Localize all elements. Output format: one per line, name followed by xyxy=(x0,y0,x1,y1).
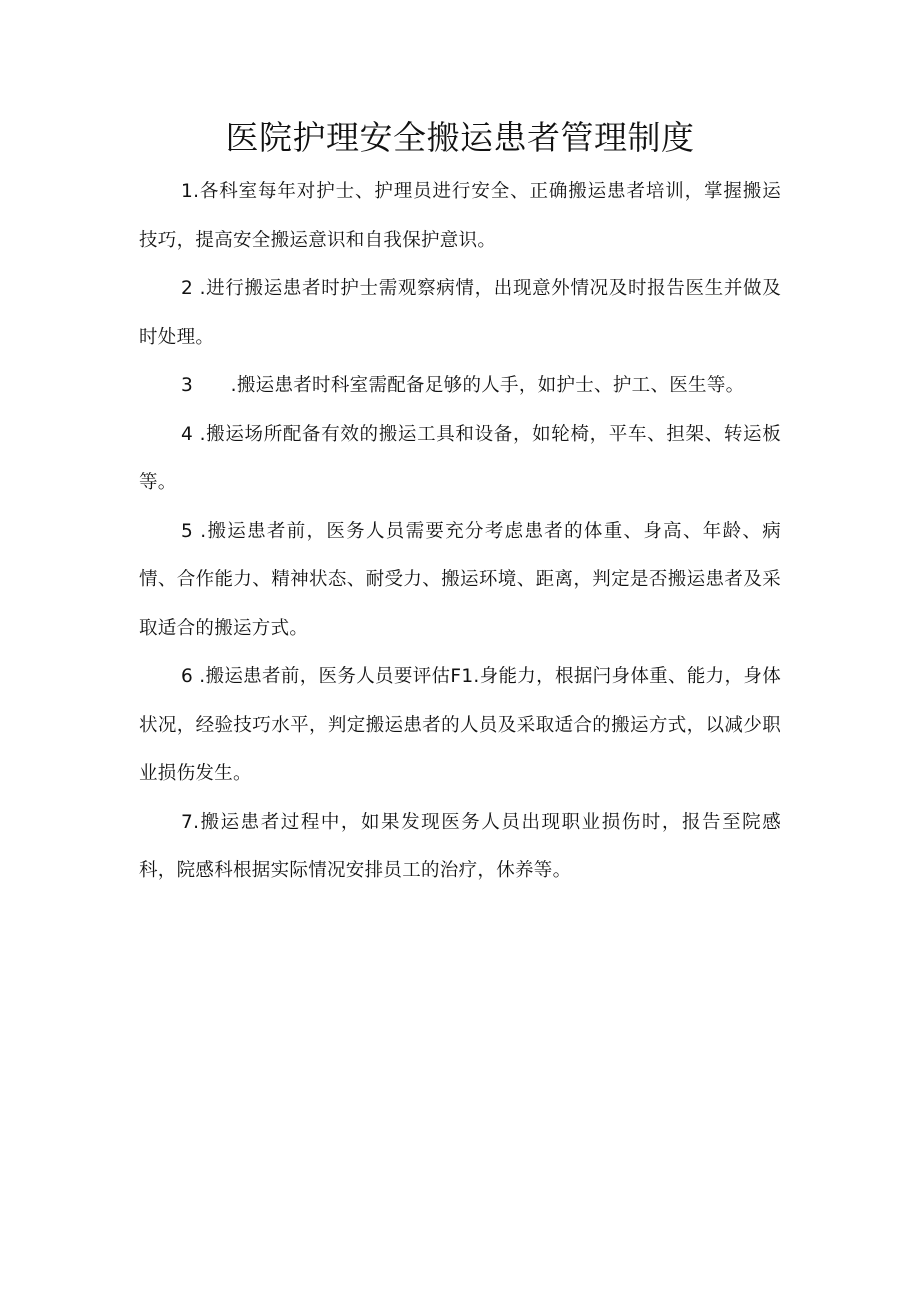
document-title: 医院护理安全搬运患者管理制度 xyxy=(225,118,695,157)
paragraph-5: 5 .搬运患者前，医务人员需要充分考虑患者的体重、身高、年龄、病情、合作能力、精神状态、耐受力、搬运环境、距离，判定是否搬运患者及采取适合的搬运方式。 xyxy=(139,520,781,639)
paragraph-3: 3 .搬运患者时科室需配备足够的人手，如护士、护工、医生等。 xyxy=(181,375,745,396)
paragraph-7: 7.搬运患者过程中，如果发现医务人员出现职业损伤时，报告至院感科，院感科根据实际情况安排员工的治疗，休养等。 xyxy=(139,811,781,881)
paragraph-6: 6 .搬运患者前，医务人员要评估F1.身能力，根据闩身体重、能力，身体状况，经验技巧水平，判定搬运患者的人员及采取适合的搬运方式，以减少职业损伤发生。 xyxy=(139,666,781,784)
paragraph-2: 2 .进行搬运患者时护士需观察病情，出现意外情况及时报告医生并做及时处理。 xyxy=(139,278,781,348)
paragraph-1: 1.各科室每年对护士、护理员进行安全、正确搬运患者培训，掌握搬运技巧，提高安全搬运意识和自我保护意识。 xyxy=(139,181,781,251)
paragraph-4: 4 .搬运场所配备有效的搬运工具和设备，如轮椅，平车、担架、转运板等。 xyxy=(139,423,781,493)
document-body xyxy=(139,168,781,896)
